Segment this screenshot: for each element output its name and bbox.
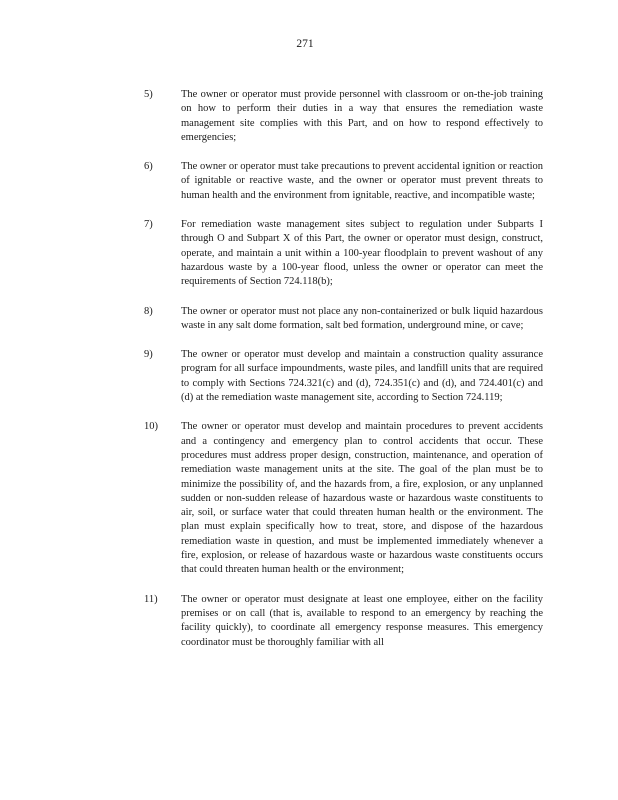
item-text: The owner or operator must provide personnel with classroom or on-the-job training on how to perform their duties in a way that ensures the remediation waste management site complies with this Part, and on how to respond effectively to emergencies;	[181, 89, 543, 143]
item-text: The owner or operator must take precautions to prevent accidental ignition or reaction of ignitable or reactive waste, and the owner or operator must prevent threats to human health and the environment from ignitable, reactive, and incompatible waste;	[181, 161, 543, 201]
list-item-11	[0, 593, 618, 650]
item-number: 5)	[144, 89, 153, 100]
list-item-7	[0, 218, 618, 289]
item-number: 7)	[144, 219, 153, 231]
item-number: 11)	[144, 593, 158, 605]
item-text: The owner or operator must designate at least one employee, either on the facility premises or on call (that is, available to respond to an emergency by reaching the facility quickly), to coordinate all emergency response measures. This emergency coordinator must be thoroughly familiar with all	[181, 593, 543, 648]
list-item-8	[0, 305, 618, 334]
regulation-items-list	[0, 88, 618, 665]
item-number: 9)	[144, 349, 153, 361]
list-item-10	[0, 420, 618, 577]
item-text: The owner or operator must develop and maintain procedures to prevent accidents and a contingency and emergency plan to control accidents that occur. These procedures must address proper design, construction, maintenance, and operation of remediation waste management units at the site. The goal of the plan must be to minimize the possibility of, and the hazards from, a fire, explosion, or any unplanned sudden or non-sudden release of hazardous waste or hazardous waste constituents to air, soil, or surface water that could threaten human health or the environment. The plan must explain specifically how to treat, store, and dispose of the hazardous remediation waste in question, and must be implemented immediately whenever a fire, explosion, or release of hazardous waste or hazardous waste constituents occurs that could threaten human health or the environment;	[181, 421, 543, 576]
item-text: For remediation waste management sites subject to regulation under Subparts I through O and Subpart X of this Part, the owner or operator must design, construct, operate, and maintain a unit within a 100-year floodplain to prevent washout of any hazardous waste by a 100-year flood, unless the owner or operator can meet the requirements of Section 724.118(b);	[181, 219, 543, 288]
list-item-9	[0, 348, 618, 405]
item-number: 6)	[144, 161, 153, 173]
item-number: 10)	[144, 421, 158, 433]
list-item-5	[0, 88, 618, 145]
page-number: 271	[296, 38, 314, 50]
item-text: The owner or operator must not place any non-containerized or bulk liquid hazardous waste in any salt dome formation, salt bed formation, underground mine, or cave;	[181, 305, 543, 331]
item-number: 8)	[144, 305, 153, 317]
list-item-6	[0, 160, 618, 203]
item-text: The owner or operator must develop and maintain a construction quality assurance program for all surface impoundments, waste piles, and landfill units that are required to comply with Sections 724.321(c) and (d), 724.351(c) and (d), and 724.401(c) and (d) at the remediation waste management site, according to Section 724.119;	[181, 349, 543, 404]
